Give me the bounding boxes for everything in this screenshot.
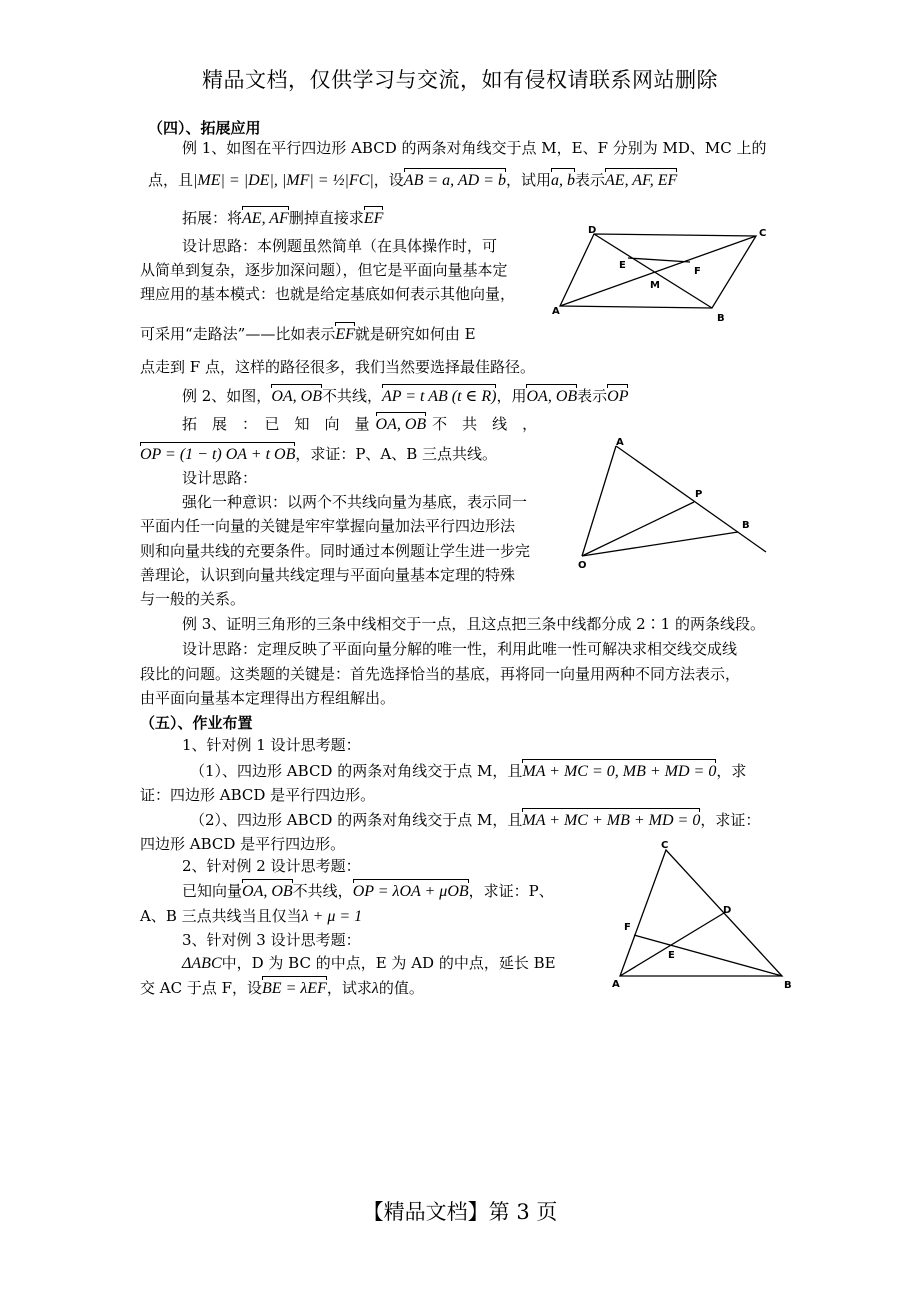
ext1-text-b: 删掉直接求	[288, 209, 364, 227]
design-1-line-5: 点走到 F 点，这样的路径很多，我们当然要选择最佳路径。	[140, 358, 535, 376]
hw3-l2-text-b: ，试求	[326, 979, 372, 997]
design-2-title: 设计思路：	[182, 469, 258, 487]
homework-1-title: 1、针对例 1 设计思考题：	[182, 736, 361, 754]
homework-3-line-2	[140, 978, 424, 999]
hw1-1-formula: MA + MC = 0, MB + MD = 0	[522, 763, 717, 780]
hw3-lambda: λ	[371, 980, 379, 997]
ext1-ef: EF	[363, 210, 384, 227]
ex1-ab: a, b	[551, 172, 575, 189]
hw3-formula: BE = λEF	[262, 980, 327, 997]
homework-1-1-line-2: 证：四边形 ABCD 是平行四边形。	[140, 786, 376, 804]
homework-2-title: 2、针对例 2 设计思考题：	[182, 857, 361, 875]
design-1-line-2: 从简单到复杂，逐步加深问题），但它是平面向量基本定	[140, 261, 508, 279]
homework-3-title: 3、针对例 3 设计思考题：	[182, 931, 361, 949]
design-3-line-1: 设计思路：定理反映了平面向量分解的唯一性，利用此唯一性可解决求相交线交成线	[182, 640, 738, 658]
hw2-l2-formula: λ + μ = 1	[301, 908, 363, 925]
fig3-label-f: F	[624, 922, 631, 933]
design1-ef: EF	[335, 326, 355, 343]
hw2-text-c: ，求证：P、	[468, 882, 554, 900]
extension-2-line-2	[140, 444, 497, 465]
collinear-points-figure	[572, 432, 772, 572]
hw2-text-a: 已知向量	[182, 882, 243, 900]
ex1-condition-formula: |ME| = |DE|, |MF| = ½|FC|	[193, 172, 374, 189]
hw1-2-formula: MA + MC + MB + MD = 0	[522, 812, 701, 829]
design-2-line-5: 与一般的关系。	[140, 590, 246, 608]
triangle-median-figure	[606, 836, 796, 992]
fig2-label-p: P	[695, 489, 703, 500]
hw2-text-b: 不共线，	[292, 882, 353, 900]
ex2-formula: AP = t AB (t ∈ R)	[381, 388, 497, 405]
hw2-formula: OP = λOA + μOB	[352, 883, 469, 900]
extension-1	[182, 208, 383, 229]
design-1-line-4	[140, 324, 476, 345]
extension-2-line-1	[182, 414, 537, 435]
homework-2-line-1	[182, 881, 554, 902]
homework-2-line-2	[140, 906, 362, 927]
ex1-text-c: ，试用	[505, 171, 551, 189]
ex2-text-c: ，用	[496, 387, 527, 405]
section-5-title: （五）、作业布置	[140, 714, 253, 732]
fig2-label-a: A	[616, 437, 624, 448]
ex2-vectors: OA, OB	[271, 388, 322, 405]
hw3-l2-text-c: 的值。	[378, 979, 424, 997]
example-2	[182, 386, 628, 407]
parallelogram-figure	[552, 222, 772, 324]
fig3-label-b: B	[784, 980, 792, 991]
ex2-text-d: 表示	[577, 387, 608, 405]
fig3-label-d: D	[723, 905, 732, 916]
design-3-line-3: 由平面向量基本定理得出方程组解出。	[140, 689, 396, 707]
ex1-text-d: 表示	[575, 171, 606, 189]
ex1-text-a: 点，且	[148, 171, 194, 189]
ext2-text-c: ，求证：P、A、B 三点共线。	[295, 445, 498, 463]
hw1-2-text-a: （2）、四边形 ABCD 的两条对角线交于点 M，且	[190, 811, 523, 829]
fig2-label-o: O	[578, 560, 587, 571]
fig1-label-f: F	[694, 266, 701, 277]
fig1-label-e: E	[619, 260, 626, 271]
ex1-text-b: ，设	[373, 171, 404, 189]
hw2-vectors: OA, OB	[242, 883, 293, 900]
ext1-text-a: 拓展：将	[182, 209, 243, 227]
fig1-label-d: D	[588, 225, 597, 236]
fig1-label-b: B	[717, 313, 725, 324]
hw1-2-text-b: ，求证：	[700, 811, 761, 829]
ext1-vectors: AE, AF	[242, 210, 289, 227]
homework-1-2	[190, 810, 760, 831]
hw1-1-text-a: （1）、四边形 ABCD 的两条对角线交于点 M，且	[190, 762, 523, 780]
hw1-1-text-b: ，求	[716, 762, 747, 780]
design1-text-b: 就是研究如何由 E	[354, 325, 476, 343]
ex1-target-vectors: AE, AF, EF	[605, 172, 678, 189]
ext2-text-b: 不 共 线 ，	[432, 415, 538, 433]
page-header: 精品文档，仅供学习与交流，如有侵权请联系网站删除	[202, 68, 718, 92]
hw2-l2-text: A、B 三点共线当且仅当	[140, 907, 302, 925]
design-2-line-2: 平面内任一向量的关键是牢牢掌握向量加法平行四边形法	[140, 517, 516, 535]
hw3-triangle: ΔABC	[182, 955, 222, 972]
design-2-line-4: 善理论，认识到向量共线定理与平面向量基本定理的特殊	[140, 566, 516, 584]
fig1-label-m: M	[650, 280, 660, 291]
page-footer: 【精品文档】第 3 页	[362, 1200, 558, 1224]
fig3-label-e: E	[668, 950, 675, 961]
homework-1-2-line-2: 四边形 ABCD 是平行四边形。	[140, 835, 346, 853]
ex2-op: OP	[607, 388, 629, 405]
example-1-line-1: 例 1、如图在平行四边形 ABCD 的两条对角线交于点 M，E、F 分别为 MD、MC 上的	[182, 139, 767, 157]
design-3-line-2: 段比的问题。这类题的关键是：首先选择恰当的基底，再将同一向量用两种不同方法表示，	[140, 665, 741, 683]
design-2-line-3: 则和向量共线的充要条件。同时通过本例题让学生进一步完	[140, 542, 531, 560]
fig2-label-b: B	[742, 520, 750, 531]
hw3-l2-text-a: 交 AC 于点 F，设	[140, 979, 263, 997]
ext2-vectors: OA, OB	[375, 416, 427, 433]
homework-3-line-1	[182, 953, 556, 974]
homework-1-1	[190, 761, 746, 782]
design1-text-a: 可采用“走路法”——比如表示	[140, 325, 336, 343]
design-2-line-1: 强化一种意识：以两个不共线向量为基底，表示同一	[182, 493, 528, 511]
fig3-label-a: A	[612, 979, 620, 990]
fig3-label-c: C	[661, 840, 669, 851]
example-1-line-2	[148, 170, 677, 191]
example-3: 例 3、证明三角形的三条中线相交于一点，且这点把三条中线都分成 2∶1 的两条线段。	[182, 615, 765, 633]
section-4-title: （四）、拓展应用	[148, 119, 261, 137]
ex2-text-a: 例 2、如图，	[182, 387, 272, 405]
design-1-line-3: 理应用的基本模式：也就是给定基底如何表示其他向量，	[140, 285, 516, 303]
fig1-label-a: A	[552, 306, 560, 317]
hw3-l1-text: 中，D 为 BC 的中点，E 为 AD 的中点，延长 BE	[221, 954, 556, 972]
ext2-formula: OP = (1 − t) OA + t OB	[140, 446, 296, 463]
ex2-text-b: 不共线，	[321, 387, 382, 405]
ext2-text-a: 拓 展 ： 已 知 向 量	[182, 415, 370, 433]
fig1-label-c: C	[759, 228, 767, 239]
design-1-line-1: 设计思路：本例题虽然简单（在具体操作时，可	[182, 237, 498, 255]
ex2-vectors-2: OA, OB	[526, 388, 578, 405]
ex1-basis-vectors: AB = a, AD = b	[403, 172, 506, 189]
